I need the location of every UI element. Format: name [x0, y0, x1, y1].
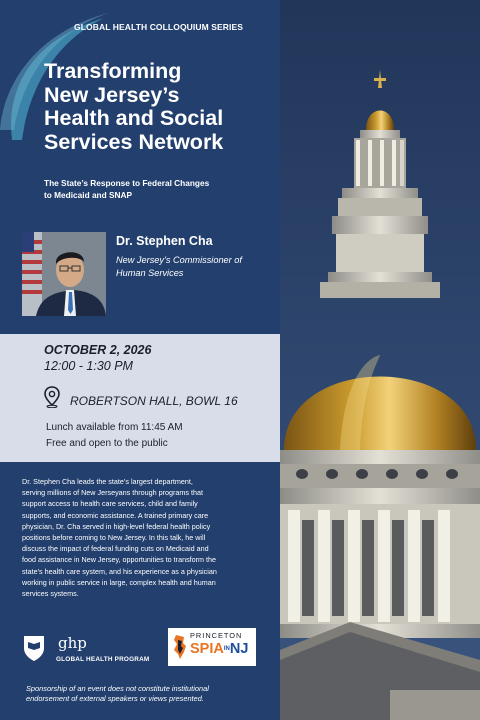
speaker-photo	[22, 232, 106, 316]
bio-line: food assistance in New Jersey, opportunities to transform the	[22, 555, 217, 565]
spia-nj-word: NJ	[229, 641, 249, 657]
speaker-bio	[22, 476, 260, 599]
subtitle-line: to Medicaid and SNAP	[44, 190, 133, 200]
speaker-title-line: Human Services	[116, 268, 184, 278]
spia-main-text	[190, 641, 248, 657]
title-line: Transforming	[44, 59, 182, 83]
speaker-title-line: New Jersey’s Commissioner of	[116, 255, 242, 265]
bio-line: services systems.	[22, 589, 79, 599]
bio-line: state’s health care system, and his experience as a physician	[22, 566, 217, 576]
subtitle-line: The State’s Response to Federal Changes	[44, 178, 210, 188]
location-pin-icon	[44, 386, 60, 408]
bio-line: physician, Dr. Cha served in high-level federal health policy	[22, 521, 211, 531]
bio-line: working in public service in large, complex health and human	[22, 577, 216, 587]
spia-nj-logo	[168, 628, 256, 666]
speaker-title	[116, 254, 276, 280]
bio-line: serving millions of New Jerseyans through programs that	[22, 488, 203, 498]
disclaimer-line: endorsement of external speakers or views presented.	[26, 694, 204, 703]
title-line: Services Network	[44, 129, 224, 154]
speaker-portrait-illustration	[22, 232, 106, 316]
bio-line: positions before coming to New Jersey. In this talk, he will	[22, 533, 206, 543]
capitol-dome-photo	[280, 0, 480, 720]
disclaimer-line: Sponsorship of an event does not constitute institutional	[26, 684, 209, 693]
sponsorship-disclaimer	[26, 684, 256, 704]
lunch-note: Lunch available from 11:45 AM	[46, 422, 183, 433]
event-title	[44, 60, 276, 154]
spia-word: SPIA	[190, 641, 224, 657]
bio-line: discuss the impact of federal funding cuts on Medicaid and	[22, 544, 209, 554]
nj-state-icon	[172, 634, 188, 660]
event-time: 12:00 - 1:30 PM	[44, 359, 133, 373]
event-subtitle	[44, 177, 264, 201]
princeton-shield-icon	[22, 634, 46, 662]
spia-in-word: IN	[223, 646, 230, 653]
ghp-mark: ghp	[58, 634, 86, 652]
title-line: Health and Social	[44, 106, 224, 130]
title-line: New Jersey’s	[44, 82, 180, 107]
admission-note: Free and open to the public	[46, 438, 168, 449]
ghp-logo-icon	[58, 632, 86, 654]
event-date: OCTOBER 2, 2026	[44, 343, 152, 357]
event-venue: ROBERTSON HALL, BOWL 16	[70, 394, 238, 408]
speaker-name: Dr. Stephen Cha	[116, 234, 213, 248]
ghp-label: GLOBAL HEALTH PROGRAM	[56, 656, 150, 663]
spia-top-text: PRINCETON	[190, 631, 243, 640]
bio-line: support access to health care services, child and family	[22, 499, 198, 509]
bio-line: supports, and economic assistance. A trained primary care	[22, 510, 209, 520]
bio-line: Dr. Stephen Cha leads the state’s largest department,	[22, 477, 193, 486]
series-label: GLOBAL HEALTH COLLOQUIUM SERIES	[74, 22, 244, 32]
